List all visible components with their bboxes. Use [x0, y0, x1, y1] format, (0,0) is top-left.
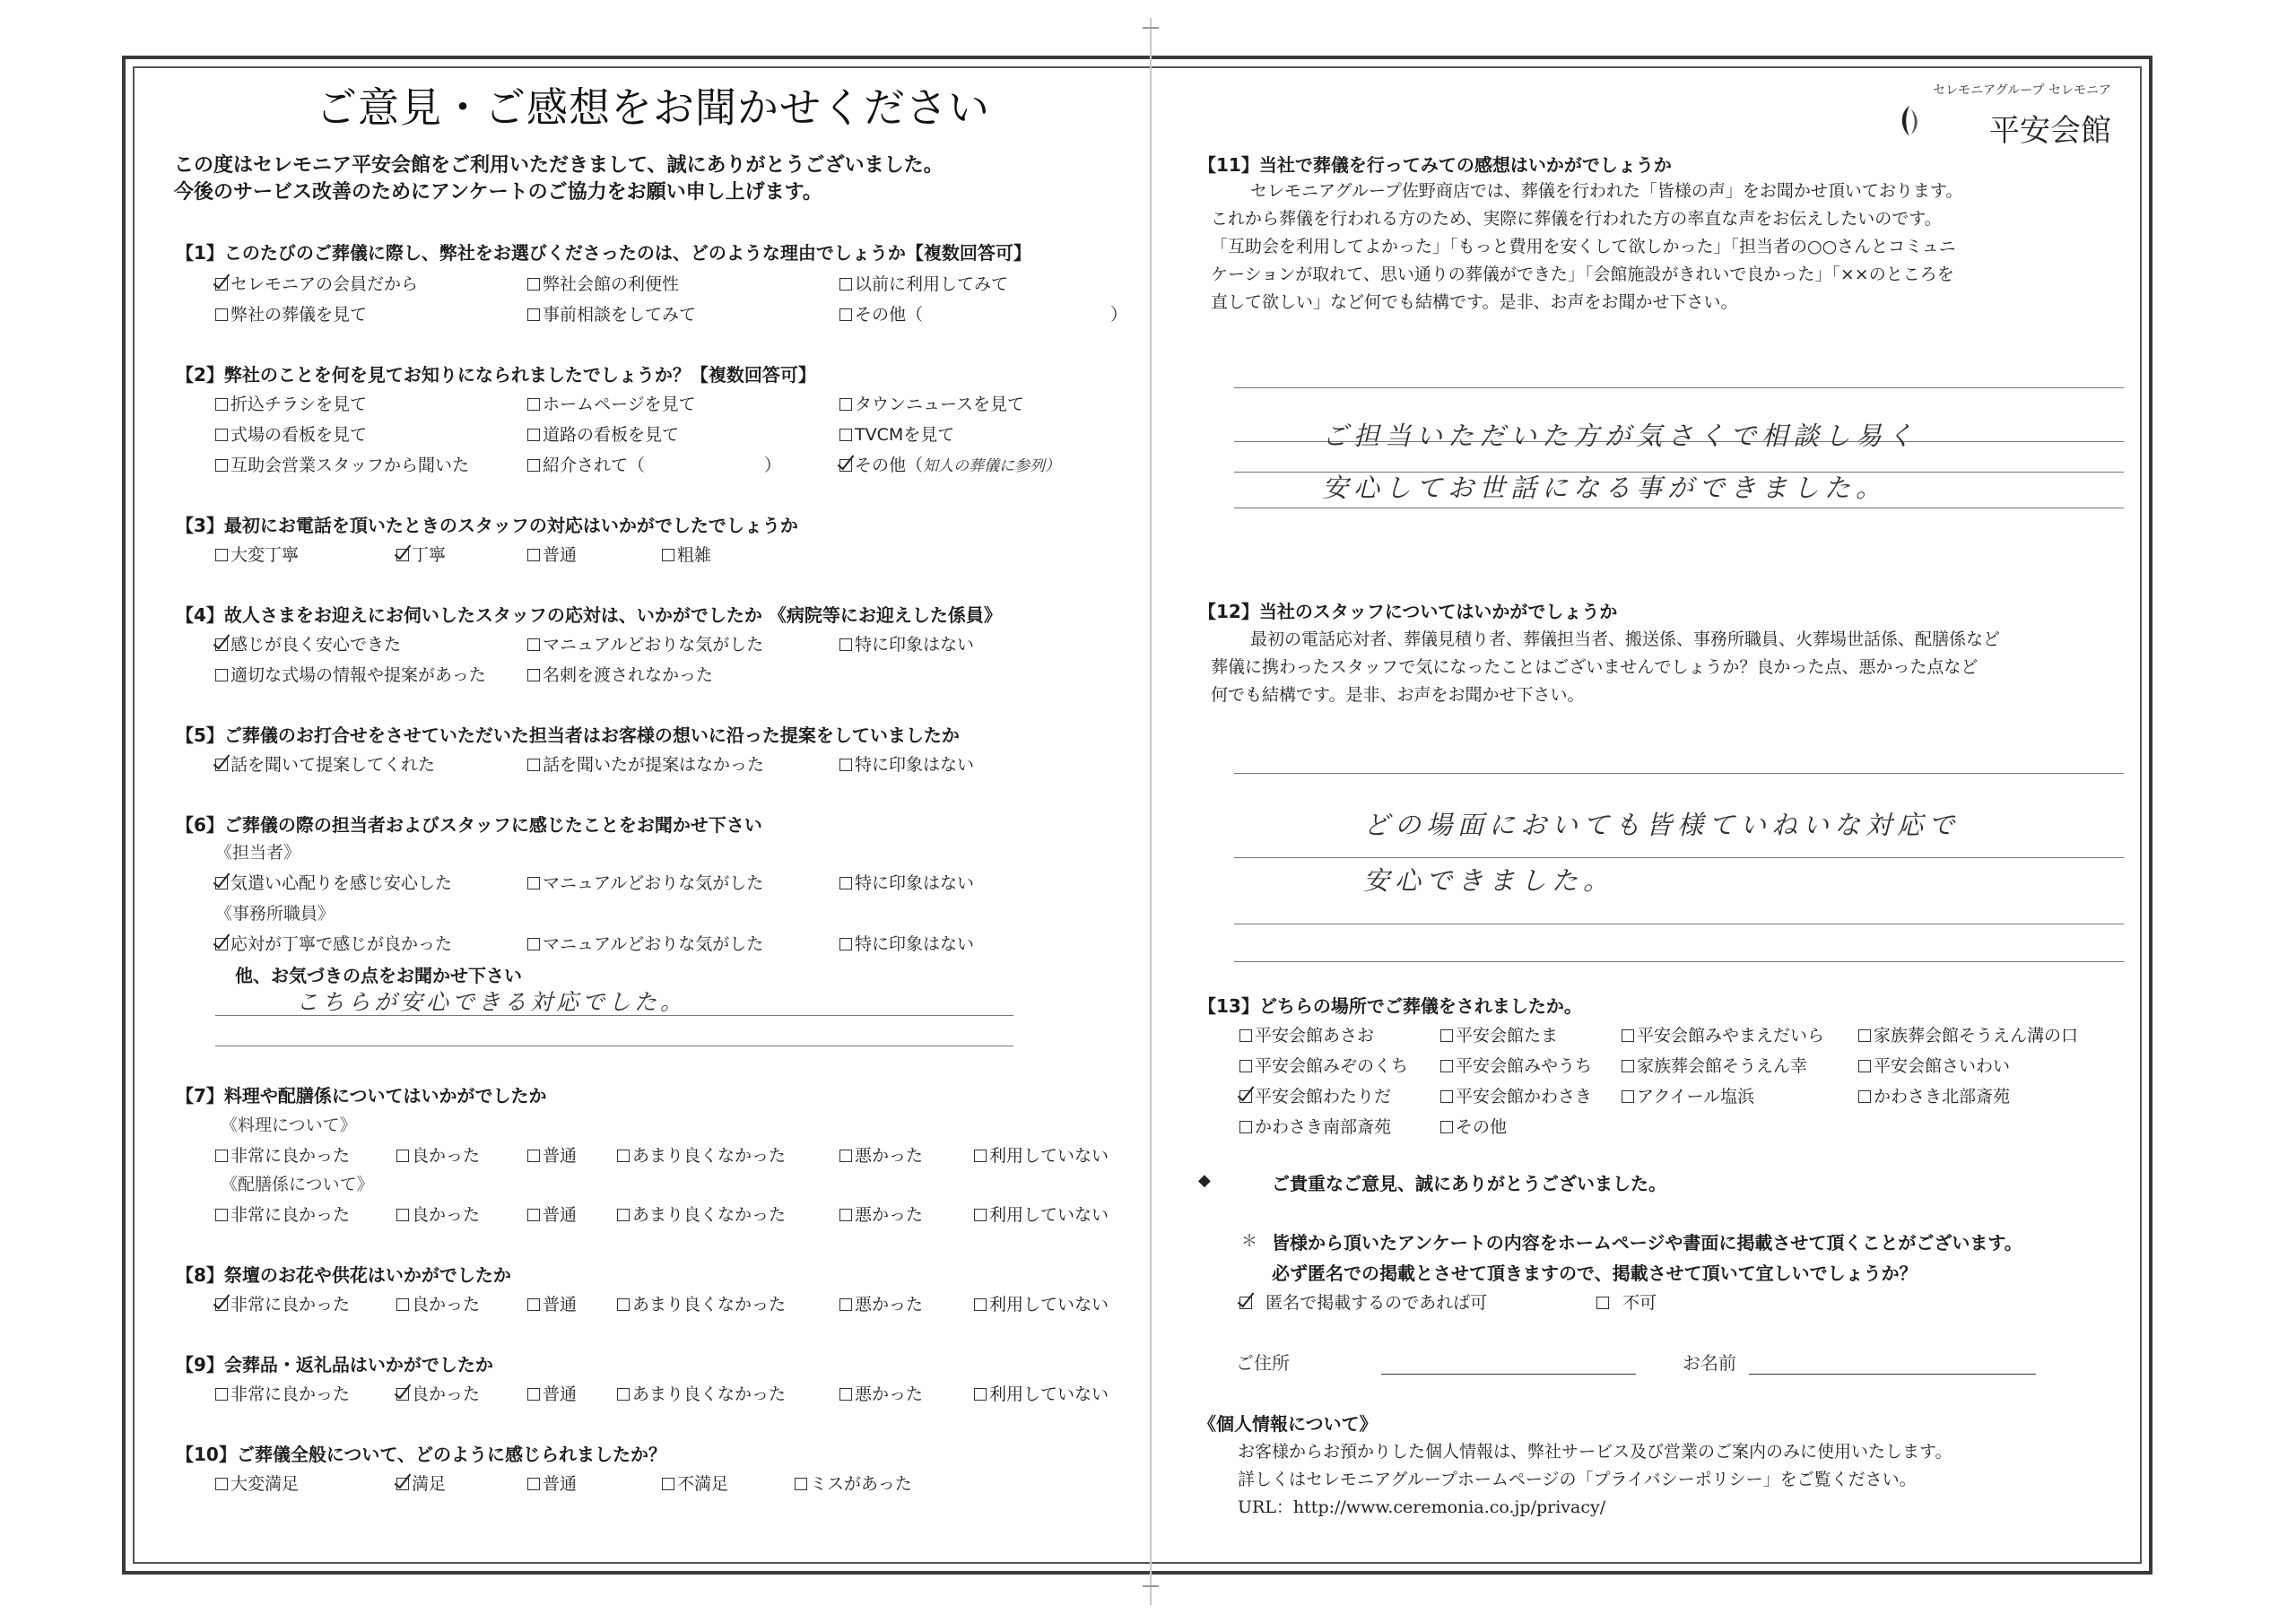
q8-title: 【8】祭壇のお花や供花はいかがでしたか: [176, 1264, 511, 1286]
checkbox[interactable]: [215, 1388, 228, 1401]
checkbox[interactable]: [839, 278, 852, 291]
q13-option[interactable]: 平安会館かわさき: [1440, 1083, 1592, 1107]
checkbox[interactable]: [839, 638, 852, 651]
q7-service-option[interactable]: あまり良くなかった: [617, 1202, 786, 1226]
q9-option[interactable]: 悪かった: [839, 1381, 923, 1405]
checkbox[interactable]: [1239, 1090, 1252, 1103]
checkbox[interactable]: [662, 1478, 674, 1490]
q6-option[interactable]: 応対が丁寧で感じが良かった: [215, 931, 452, 955]
q10-title: 【10】ご葬儀全般について、どのように感じられましたか？: [176, 1444, 667, 1465]
checkbox[interactable]: [839, 1150, 852, 1162]
q6-sub-office: 《事務所職員》: [215, 904, 335, 924]
q7-food-option[interactable]: 良かった: [396, 1142, 480, 1167]
checkbox[interactable]: [396, 1388, 409, 1401]
q8-option[interactable]: 非常に良かった: [215, 1291, 350, 1315]
comment-line: [215, 1015, 1013, 1016]
publish-line1: 皆様から頂いたアンケートの内容をホームページや書面に掲載させて頂くことがございます。: [1272, 1232, 2022, 1254]
checkbox[interactable]: [215, 398, 228, 411]
q2-option[interactable]: 折込チラシを見て: [215, 391, 367, 415]
q7-title: 【7】料理や配膳係についてはいかがでしたか: [176, 1085, 547, 1106]
q11-answer-line2[interactable]: 安心してお世話になる事ができました。: [1322, 473, 1888, 503]
checkbox[interactable]: [527, 1150, 540, 1162]
checkbox[interactable]: [215, 459, 228, 472]
checkbox[interactable]: [1239, 1029, 1252, 1042]
checkbox[interactable]: [1622, 1060, 1634, 1072]
q6-option[interactable]: 特に印象はない: [839, 870, 974, 894]
q7-sub-food: 《料理について》: [221, 1115, 357, 1135]
q13-option[interactable]: 平安会館わたりだ: [1239, 1083, 1391, 1107]
q6-option[interactable]: マニュアルどおりな気がした: [527, 931, 763, 955]
checkbox[interactable]: [617, 1298, 630, 1311]
q12-title: 【12】当社のスタッフについてはいかがでしょうか: [1198, 601, 1618, 622]
answer-line: [1234, 773, 2124, 774]
checkbox[interactable]: [215, 278, 228, 291]
checkbox[interactable]: [1440, 1090, 1453, 1103]
checkbox[interactable]: [396, 549, 409, 561]
checkbox[interactable]: [839, 1298, 852, 1311]
q5-option[interactable]: 話を聞いて提案してくれた: [215, 751, 435, 776]
q2-title: 【2】弊社のことを何を見てお知りになられましたでしょうか？【複数回答可】: [176, 364, 816, 386]
checkbox[interactable]: [839, 877, 852, 889]
checkbox[interactable]: [396, 1209, 409, 1221]
q1-option[interactable]: 弊社会館の利便性: [527, 271, 679, 295]
q12-body-line: 葬儀に携わったスタッフで気になったことはございませんでしょうか？良かった点、悪かった点など: [1211, 657, 1979, 677]
q2-option[interactable]: 式場の看板を見て: [215, 421, 367, 446]
checkbox[interactable]: [215, 1209, 228, 1221]
q13-option[interactable]: 平安会館みやまえだいら: [1622, 1022, 1824, 1046]
privacy-title: 《個人情報について》: [1198, 1413, 1378, 1435]
q13-option[interactable]: 平安会館たま: [1440, 1022, 1558, 1046]
privacy-line: お客様からお預かりした個人情報は、弊社サービス及び営業のご案内のみに使用いたします。: [1238, 1442, 1952, 1462]
q2-other-handwritten: 知人の葬儀に参列）: [923, 457, 1061, 475]
checkbox[interactable]: [527, 549, 540, 561]
q13-title: 【13】どちらの場所でご葬儀をされましたか。: [1198, 995, 1582, 1017]
checkbox[interactable]: [839, 429, 852, 441]
checkbox[interactable]: [527, 459, 540, 472]
checkbox[interactable]: [527, 938, 540, 950]
q12-body-line: 何でも結構です。是非、お声をお聞かせ下さい。: [1211, 685, 1585, 705]
q13-option[interactable]: 平安会館みぞのくち: [1239, 1053, 1408, 1077]
q2-option[interactable]: 互助会営業スタッフから聞いた: [215, 452, 469, 476]
fold-mark-bottom: [1143, 1585, 1159, 1587]
checkbox[interactable]: [1239, 1121, 1252, 1133]
checkbox[interactable]: [974, 1298, 987, 1311]
q4-title: 【4】故人さまをお迎えにお伺いしたスタッフの応対は、いかがでしたか 《病院等にお迎えした係員》: [176, 604, 1002, 626]
checkbox[interactable]: [527, 669, 540, 681]
q3-option[interactable]: 大変丁寧: [215, 542, 299, 566]
diamond-bullet-icon: ◆: [1198, 1171, 1211, 1190]
checkbox[interactable]: [974, 1150, 987, 1162]
checkbox[interactable]: [527, 429, 540, 441]
q13-option[interactable]: 家族葬会館そうえん幸: [1622, 1053, 1807, 1077]
q12-answer-line2[interactable]: 安心できました。: [1363, 865, 1615, 896]
q13-option[interactable]: 平安会館みやうち: [1440, 1053, 1592, 1077]
checkbox[interactable]: [527, 638, 540, 651]
q7-food-option[interactable]: あまり良くなかった: [617, 1142, 786, 1167]
asterisk-icon: ＊: [1241, 1232, 1257, 1251]
q7-sub-service: 《配膳係について》: [221, 1175, 374, 1194]
privacy-body: [1238, 1438, 1952, 1522]
q5-option[interactable]: 話を聞いたが提案はなかった: [527, 751, 764, 776]
q7-food-option[interactable]: 非常に良かった: [215, 1142, 350, 1167]
checkbox[interactable]: [396, 1478, 409, 1490]
checkbox[interactable]: [974, 1209, 987, 1221]
checkbox[interactable]: [527, 877, 540, 889]
checkbox[interactable]: [1239, 1297, 1252, 1309]
q8-option[interactable]: 普通: [527, 1291, 577, 1315]
checkbox[interactable]: [215, 759, 228, 771]
checkbox[interactable]: [396, 1298, 409, 1311]
checkbox[interactable]: [1596, 1297, 1609, 1309]
q5-option[interactable]: 特に印象はない: [839, 751, 974, 776]
q2-option[interactable]: ホームページを見て: [527, 391, 696, 415]
q10-option[interactable]: 普通: [527, 1471, 577, 1495]
checkbox[interactable]: [215, 669, 228, 681]
q9-option[interactable]: 非常に良かった: [215, 1381, 350, 1405]
q3-option[interactable]: 粗雑: [662, 542, 711, 566]
q11-body-line: セレモニアグループ佐野商店では、葬儀を行われた「皆様の声」をお聞かせ頂いております。: [1250, 181, 1963, 201]
form-title: ご意見・ご感想をお聞かせください: [316, 83, 990, 132]
name-label: お名前: [1683, 1352, 1736, 1374]
q1-option[interactable]: 事前相談をしてみて: [527, 301, 696, 325]
q11-body: [1250, 178, 1962, 205]
q9-option[interactable]: 利用していない: [974, 1381, 1109, 1405]
q6-comment[interactable]: こちらが安心できる対応でした。: [296, 989, 687, 1015]
q6-title: 【6】ご葬儀の際の担当者およびスタッフに感じたことをお聞かせ下さい: [176, 814, 762, 836]
q13-option[interactable]: かわさき北部斎苑: [1858, 1083, 2010, 1107]
q8-option[interactable]: 良かった: [396, 1291, 480, 1315]
q7-service-option[interactable]: 普通: [527, 1202, 577, 1226]
q13-option[interactable]: 平安会館さいわい: [1858, 1053, 2010, 1077]
thanks-message: ご貴重なご意見、誠にありがとうございました。: [1272, 1173, 1666, 1194]
q2-option[interactable]: TVCMを見て: [839, 421, 954, 446]
checkbox[interactable]: [527, 1298, 540, 1311]
q9-option[interactable]: 良かった: [396, 1381, 480, 1405]
logo-mark-icon: [1896, 104, 1923, 138]
q13-option[interactable]: 家族葬会館そうえん溝の口: [1858, 1022, 2078, 1046]
checkbox[interactable]: [396, 1150, 409, 1162]
checkbox[interactable]: [215, 1478, 228, 1490]
checkbox[interactable]: [1440, 1060, 1453, 1072]
checkbox[interactable]: [1440, 1029, 1453, 1042]
q12-body: [1211, 654, 1978, 709]
q9-option[interactable]: あまり良くなかった: [617, 1381, 786, 1405]
q4-option[interactable]: マニュアルどおりな気がした: [527, 631, 763, 655]
q3-title: 【3】最初にお電話を頂いたときのスタッフの対応はいかがでしたでしょうか: [176, 515, 798, 536]
checkbox[interactable]: [1858, 1029, 1871, 1042]
address-label: ご住所: [1236, 1352, 1290, 1374]
checkbox[interactable]: [215, 638, 228, 651]
q8-option[interactable]: 利用していない: [974, 1291, 1109, 1315]
checkbox[interactable]: [1239, 1060, 1252, 1072]
q11-title: 【11】当社で葬儀を行ってみての感想はいかがでしょうか: [1198, 154, 1672, 176]
q7-service-option[interactable]: 良かった: [396, 1202, 480, 1226]
checkbox[interactable]: [617, 1388, 630, 1401]
checkbox[interactable]: [795, 1478, 807, 1490]
checkbox[interactable]: [839, 1388, 852, 1401]
address-field[interactable]: [1381, 1374, 1636, 1375]
q13-option[interactable]: 平安会館あさお: [1239, 1022, 1374, 1046]
checkbox[interactable]: [215, 308, 228, 321]
fold-mark-top: [1143, 27, 1159, 29]
checkbox[interactable]: [662, 549, 674, 561]
q8-option[interactable]: あまり良くなかった: [617, 1291, 786, 1315]
q11-body-line: 「互助会を利用してよかった」「もっと費用を安くして欲しかった」「担当者の○○さんとコミュニ: [1211, 237, 1956, 256]
checkbox[interactable]: [215, 938, 228, 950]
checkbox[interactable]: [215, 877, 228, 889]
q6-option[interactable]: 気遣い心配りを感じ安心した: [215, 870, 452, 894]
q6-option[interactable]: マニュアルどおりな気がした: [527, 870, 763, 894]
q10-option[interactable]: 満足: [396, 1471, 446, 1495]
checkbox[interactable]: [1858, 1060, 1871, 1072]
company-logo: [1896, 81, 2111, 152]
q11-answer-line1[interactable]: ご担当いただいた方が気さくで相談し易く: [1322, 421, 1919, 451]
q4-option[interactable]: 特に印象はない: [839, 631, 974, 655]
checkbox[interactable]: [1622, 1029, 1634, 1042]
q12-answer-line1[interactable]: どの場面においても皆様ていねいな対応で: [1363, 810, 1961, 840]
intro-line: 今後のサービス改善のためにアンケートのご協力をお願い申し上げます。: [174, 181, 822, 204]
q10-option[interactable]: 不満足: [662, 1471, 728, 1495]
q12-body: [1250, 626, 2000, 654]
q2-option[interactable]: その他（知人の葬儀に参列）: [839, 452, 1060, 476]
checkbox[interactable]: [527, 1388, 540, 1401]
checkbox[interactable]: [839, 398, 852, 411]
q2-option[interactable]: 紹介されて（ ）: [527, 452, 781, 476]
checkbox[interactable]: [839, 308, 852, 321]
q2-option[interactable]: 道路の看板を見て: [527, 421, 679, 446]
checkbox[interactable]: [1858, 1090, 1871, 1103]
checkbox[interactable]: [215, 1150, 228, 1162]
checkbox[interactable]: [1622, 1090, 1634, 1103]
checkbox[interactable]: [839, 1209, 852, 1221]
q7-food-option[interactable]: 利用していない: [974, 1142, 1109, 1167]
q7-service-option[interactable]: 非常に良かった: [215, 1202, 350, 1226]
q13-option[interactable]: アクイール塩浜: [1622, 1083, 1754, 1107]
checkbox[interactable]: [617, 1209, 630, 1221]
q9-option[interactable]: 普通: [527, 1381, 577, 1405]
q7-service-option[interactable]: 利用していない: [974, 1202, 1109, 1226]
q6-option[interactable]: 特に印象はない: [839, 931, 974, 955]
publish-yes-option[interactable]: 匿名で掲載するのであれば可: [1239, 1289, 1487, 1314]
q11-body-line: 直して欲しい」など何でも結構です。是非、お声をお聞かせ下さい。: [1211, 292, 1738, 312]
checkbox[interactable]: [527, 398, 540, 411]
q1-option[interactable]: セレモニアの会員だから: [215, 271, 418, 295]
q3-option[interactable]: 丁寧: [396, 542, 446, 566]
q1-option[interactable]: 以前に利用してみて: [839, 271, 1008, 295]
q5-title: 【5】ご葬儀のお打合せをさせていただいた担当者はお客様の想いに沿った提案をしていましたか: [176, 725, 960, 746]
publish-no-option[interactable]: 不可: [1596, 1289, 1657, 1314]
q4-option[interactable]: 感じが良く安心できた: [215, 631, 401, 655]
checkbox[interactable]: [527, 1478, 540, 1490]
checkbox[interactable]: [839, 759, 852, 771]
checkbox[interactable]: [839, 459, 852, 472]
logo-tagline: セレモニアグループ セレモニア: [1933, 83, 2111, 98]
checkbox[interactable]: [974, 1388, 987, 1401]
checkbox[interactable]: [1440, 1121, 1453, 1133]
answer-line: [1234, 387, 2124, 388]
q1-option[interactable]: 弊社の葬儀を見て: [215, 301, 367, 325]
q10-option[interactable]: 大変満足: [215, 1471, 299, 1495]
q9-title: 【9】会葬品・返礼品はいかがでしたか: [176, 1354, 493, 1375]
checkbox[interactable]: [617, 1150, 630, 1162]
q7-food-option[interactable]: 普通: [527, 1142, 577, 1167]
intro-line: この度はセレモニア平安会館をご利用いただきまして、誠にありがとうございました。: [174, 154, 944, 177]
q3-option[interactable]: 普通: [527, 542, 577, 566]
q4-option[interactable]: 適切な式場の情報や提案があった: [215, 662, 486, 686]
q10-option[interactable]: ミスがあった: [795, 1471, 912, 1495]
q7-service-option[interactable]: 悪かった: [839, 1202, 923, 1226]
q11-body-line: ケーションが取れて、思い通りの葬儀ができた」「会館施設がきれいで良かった」「××のところを: [1211, 265, 1954, 284]
name-field[interactable]: [1749, 1374, 2036, 1375]
privacy-line: 詳しくはセレモニアグループホームページの「プライバシーポリシー」をご覧ください。: [1238, 1470, 1917, 1489]
checkbox[interactable]: [215, 549, 228, 561]
checkbox[interactable]: [527, 1209, 540, 1221]
answer-line: [1234, 857, 2124, 858]
q13-option[interactable]: その他: [1440, 1114, 1507, 1138]
q11-body-line: これから葬儀を行われる方のため、実際に葬儀を行われた方の率直な声をお伝えしたいのです。: [1211, 209, 1942, 229]
q4-option[interactable]: 名刺を渡されなかった: [527, 662, 713, 686]
logo-name: 平安会館: [1989, 113, 2111, 149]
q6-sub-staff: 《担当者》: [215, 843, 301, 863]
q6-comment-label: 他、お気づきの点をお聞かせ下さい: [235, 965, 522, 986]
q11-body: [1211, 205, 1956, 317]
publish-line2: 必ず匿名での掲載とさせて頂きますので、掲載させて頂いて宜しいでしょうか？: [1272, 1263, 1918, 1284]
q1-option[interactable]: その他（ ）: [839, 301, 1127, 325]
checkbox[interactable]: [527, 308, 540, 321]
privacy-url: URL：http://www.ceremonia.co.jp/privacy/: [1238, 1497, 1606, 1517]
q1-title: 【1】このたびのご葬儀に際し、弊社をお選びくださったのは、どのような理由でしょうか【複数回答可】: [176, 242, 1031, 264]
q8-option[interactable]: 悪かった: [839, 1291, 923, 1315]
checkbox[interactable]: [527, 759, 540, 771]
q13-option[interactable]: かわさき南部斎苑: [1239, 1114, 1391, 1138]
page-fold: [1150, 18, 1152, 1605]
checkbox[interactable]: [527, 278, 540, 291]
q12-body-line: 最初の電話応対者、葬儀見積り者、葬儀担当者、搬送係、事務所職員、火葬場世話係、配膳係など: [1250, 629, 2001, 649]
checkbox[interactable]: [839, 938, 852, 950]
q7-food-option[interactable]: 悪かった: [839, 1142, 923, 1167]
intro-text: [174, 152, 944, 206]
q2-option[interactable]: タウンニュースを見て: [839, 391, 1024, 415]
answer-line: [1234, 961, 2124, 962]
checkbox[interactable]: [215, 429, 228, 441]
checkbox[interactable]: [215, 1298, 228, 1311]
